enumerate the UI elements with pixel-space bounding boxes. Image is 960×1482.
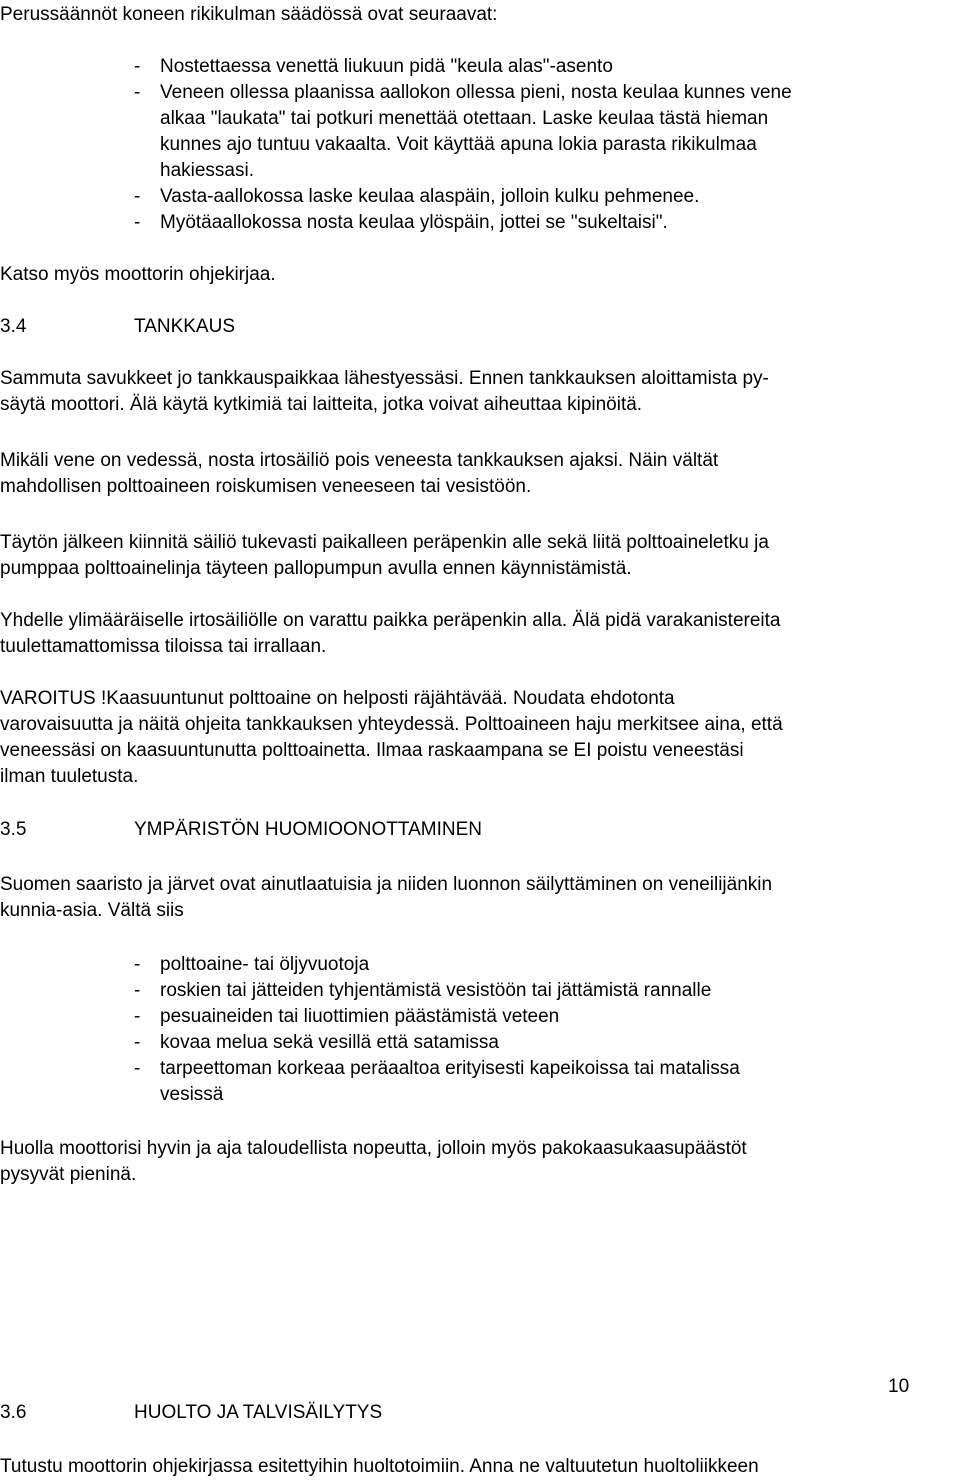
list-item-text: vesissä [160,1084,224,1105]
paragraph-line: Täytön jälkeen kiinnitä säiliö tukevasti paikalleen peräpenkin alle sekä liitä polttoaineletku ja [0,532,769,553]
section-title: TANKKAUS [134,316,236,337]
list-item-text: roskien tai jätteiden tyhjentämistä vesistöön tai jättämistä rannalle [160,980,712,1001]
paragraph-line: säytä moottori. Älä käytä kytkimiä tai laitteita, jotka voivat aiheuttaa kipinöitä. [0,394,643,415]
paragraph-line: Suomen saaristo ja järvet ovat ainutlaatuisia ja niiden luonnon säilyttäminen on veneilijänkin [0,874,773,895]
list-dash: - [134,980,141,1001]
section-number: 3.4 [0,316,27,337]
list-dash: - [134,1006,141,1027]
paragraph-line: Sammuta savukkeet jo tankkauspaikkaa lähestyessäsi. Ennen tankkauksen aloittamista py- [0,368,769,389]
paragraph-line: pumppaa polttoainelinja täyteen pallopumpun avulla ennen käynnistämistä. [0,558,632,579]
paragraph-line: Tutustu moottorin ohjekirjassa esitettyihin huoltotoimiin. Anna ne valtuutetun huoltoliikkeen [0,1456,759,1477]
list-item-text: alkaa "laukata" tai potkuri menettää otettaan. Laske keulaa tästä hieman [160,108,769,129]
warning-line: varovaisuutta ja näitä ohjeita tankkauksen yhteydessä. Polttoaineen haju merkitsee aina, että [0,714,783,735]
page-number: 10 [888,1376,910,1397]
section-number: 3.6 [0,1402,27,1423]
list-item-text: tarpeettoman korkeaa peräaaltoa erityisesti kapeikoissa tai matalissa [160,1058,740,1079]
list-item-text: hakiessasi. [160,160,254,181]
paragraph-line: pysyvät pieninä. [0,1164,137,1185]
paragraph-line: kunnia-asia. Vältä siis [0,900,184,921]
section-number: 3.5 [0,819,27,840]
warning-line: VAROITUS !Kaasuuntunut polttoaine on helposti räjähtävää. Noudata ehdotonta [0,688,675,709]
list-item-text: Veneen ollessa plaanissa aallokon ollessa pieni, nosta keulaa kunnes vene [160,82,792,103]
list-item-text: polttoaine- tai öljyvuotoja [160,954,370,975]
list-item-text: kovaa melua sekä vesillä että satamissa [160,1032,499,1053]
warning-line: veneessäsi on kaasuuntunutta polttoainetta. Ilmaa raskaampana se EI poistu veneestäsi [0,740,744,761]
list-dash: - [134,212,141,233]
list-dash: - [134,82,141,103]
list-item-text: Vasta-aallokossa laske keulaa alaspäin, jolloin kulku pehmenee. [160,186,700,207]
paragraph-line: Mikäli vene on vedessä, nosta irtosäiliö pois veneesta tankkauksen ajaksi. Näin vältät [0,450,719,471]
intro-text: Perussäännöt koneen rikikulman säädössä ovat seuraavat: [0,4,498,25]
paragraph-line: Yhdelle ylimääräiselle irtosäiliölle on varattu paikka peräpenkin alla. Älä pidä varakanistereita [0,610,781,631]
list-item-text: Nostettaessa venettä liukuun pidä "keula alas"-asento [160,56,613,77]
list-dash: - [134,954,141,975]
list-dash: - [134,186,141,207]
list-item-text: Myötäaallokossa nosta keulaa ylöspäin, jottei se "sukeltaisi". [160,212,668,233]
list-item-text: kunnes ajo tuntuu vakaalta. Voit käyttää apuna lokia parasta rikikulmaa [160,134,757,155]
list-dash: - [134,1058,141,1079]
list-item-text: pesuaineiden tai liuottimien päästämistä veteen [160,1006,560,1027]
section-title: YMPÄRISTÖN HUOMIOONOTTAMINEN [134,819,482,840]
warning-line: ilman tuuletusta. [0,766,139,787]
paragraph-line: Huolla moottorisi hyvin ja aja taloudellista nopeutta, jolloin myös pakokaasukaasupäästöt [0,1138,747,1159]
paragraph-line: tuulettamattomissa tiloissa tai irrallaan. [0,636,327,657]
section-title: HUOLTO JA TALVISÄILYTYS [134,1402,383,1423]
paragraph-line: mahdollisen polttoaineen roiskumisen veneeseen tai vesistöön. [0,476,532,497]
list-dash: - [134,56,141,77]
list-dash: - [134,1032,141,1053]
see-also-text: Katso myös moottorin ohjekirjaa. [0,264,276,285]
